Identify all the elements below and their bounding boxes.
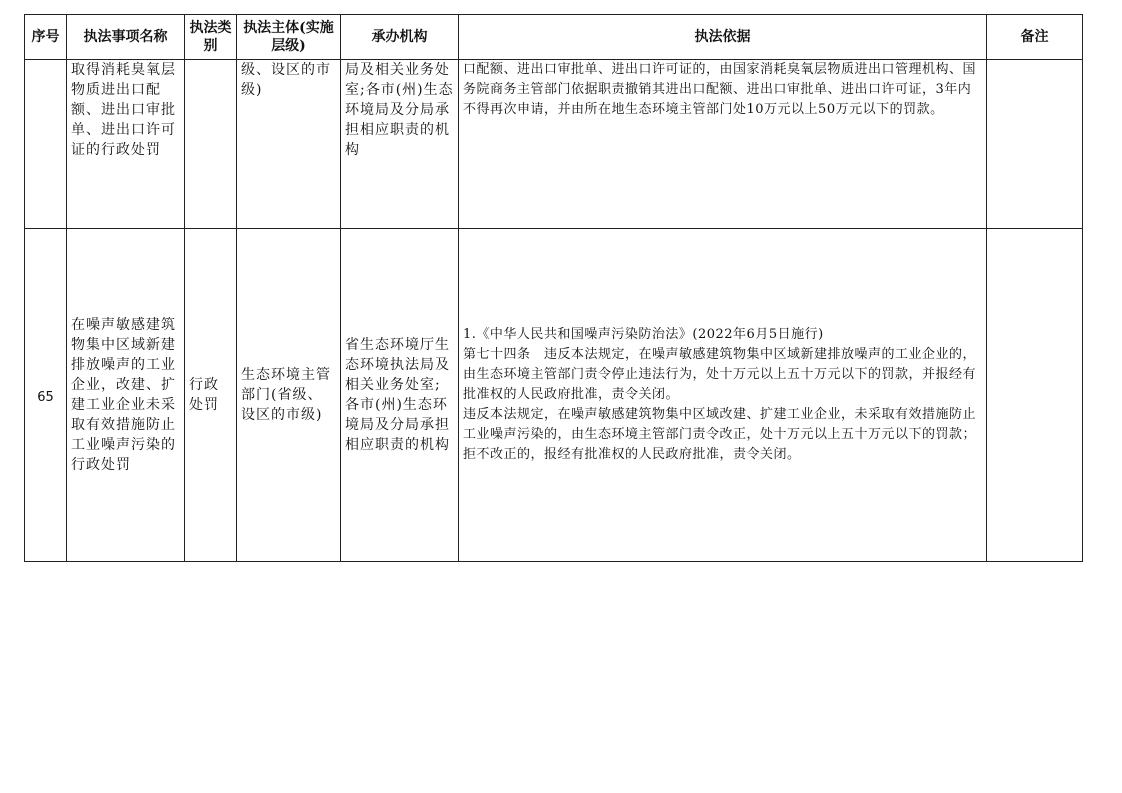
table-row <box>25 229 1083 562</box>
row-legal-basis: 口配额、进出口审批单、进出口许可证的，由国家消耗臭氧层物质进出口管理机构、国务院商务主管部门依据职责撤销其进出口配额、进出口审批单、进出口许可证，3年内不得再次申请，并由所在地生态环境主管部门处10万元以上50万元以下的罚款。 <box>463 62 977 117</box>
row-handling-organization: 省生态环境厅生态环境执法局及相关业务处室;各市(州)生态环境局及分局承担相应职责的机构 <box>345 337 450 453</box>
row-legal-basis: 1.《中华人民共和国噪声污染防治法》(2022年6月5日施行) 第七十四条 违反本法规定，在噪声敏感建筑物集中区域新建排放噪声的工业企业的，由生态环境主管部门责令停止违法行为，处十万元以上五十万元以下的罚款，并报经有批准权的人民政府批准，责令关闭。 违反本法规定，在噪声敏感建筑物集中区域改建、扩建工业企业，未采取有效措施防止工业噪声污染的，由生态环境主管部门责令改正，处十万元以上五十万元以下的罚款；拒不改正的，报经有批准权的人民政府批准，责令关闭。 <box>463 327 977 462</box>
header-seq: 序号 <box>25 15 67 60</box>
row-subject-cell <box>237 60 341 229</box>
row-basis-cell <box>459 229 987 562</box>
header-legal-basis: 执法依据 <box>459 15 987 60</box>
row-item-name: 在噪声敏感建筑物集中区域新建排放噪声的工业企业，改建、扩建工业企业未采取有效措施防止工业噪声污染的行政处罚 <box>71 317 176 473</box>
row-subject-cell <box>237 229 341 562</box>
row-seq-cell <box>25 60 67 229</box>
header-handling-organization: 承办机构 <box>341 15 459 60</box>
header-row <box>25 15 1083 60</box>
table-row <box>25 60 1083 229</box>
row-seq: 65 <box>37 389 54 405</box>
enforcement-table <box>24 14 1083 562</box>
row-seq-cell <box>25 229 67 562</box>
row-enforcement-subject: 生态环境主管部门(省级、设区的市级) <box>241 367 331 423</box>
row-item-cell <box>67 229 185 562</box>
header-enforcement-subject: 执法主体(实施层级) <box>237 15 341 60</box>
row-org-cell <box>341 229 459 562</box>
row-handling-organization: 局及相关业务处室;各市(州)生态环境局及分局承担相应职责的机构 <box>345 62 454 158</box>
row-type-cell <box>185 229 237 562</box>
row-type-cell <box>185 60 237 229</box>
row-item-name: 取得消耗臭氧层物质进出口配额、进出口审批单、进出口许可证的行政处罚 <box>71 62 176 158</box>
row-org-cell <box>341 60 459 229</box>
row-basis-cell <box>459 60 987 229</box>
row-enforcement-subject: 级、设区的市级) <box>241 62 331 98</box>
header-enforcement-type: 执法类别 <box>185 15 237 60</box>
row-item-cell <box>67 60 185 229</box>
header-item-name: 执法事项名称 <box>67 15 185 60</box>
header-remarks: 备注 <box>987 15 1083 60</box>
row-enforcement-type: 行政处罚 <box>189 377 219 413</box>
row-remark-cell <box>987 229 1083 562</box>
row-remark-cell <box>987 60 1083 229</box>
